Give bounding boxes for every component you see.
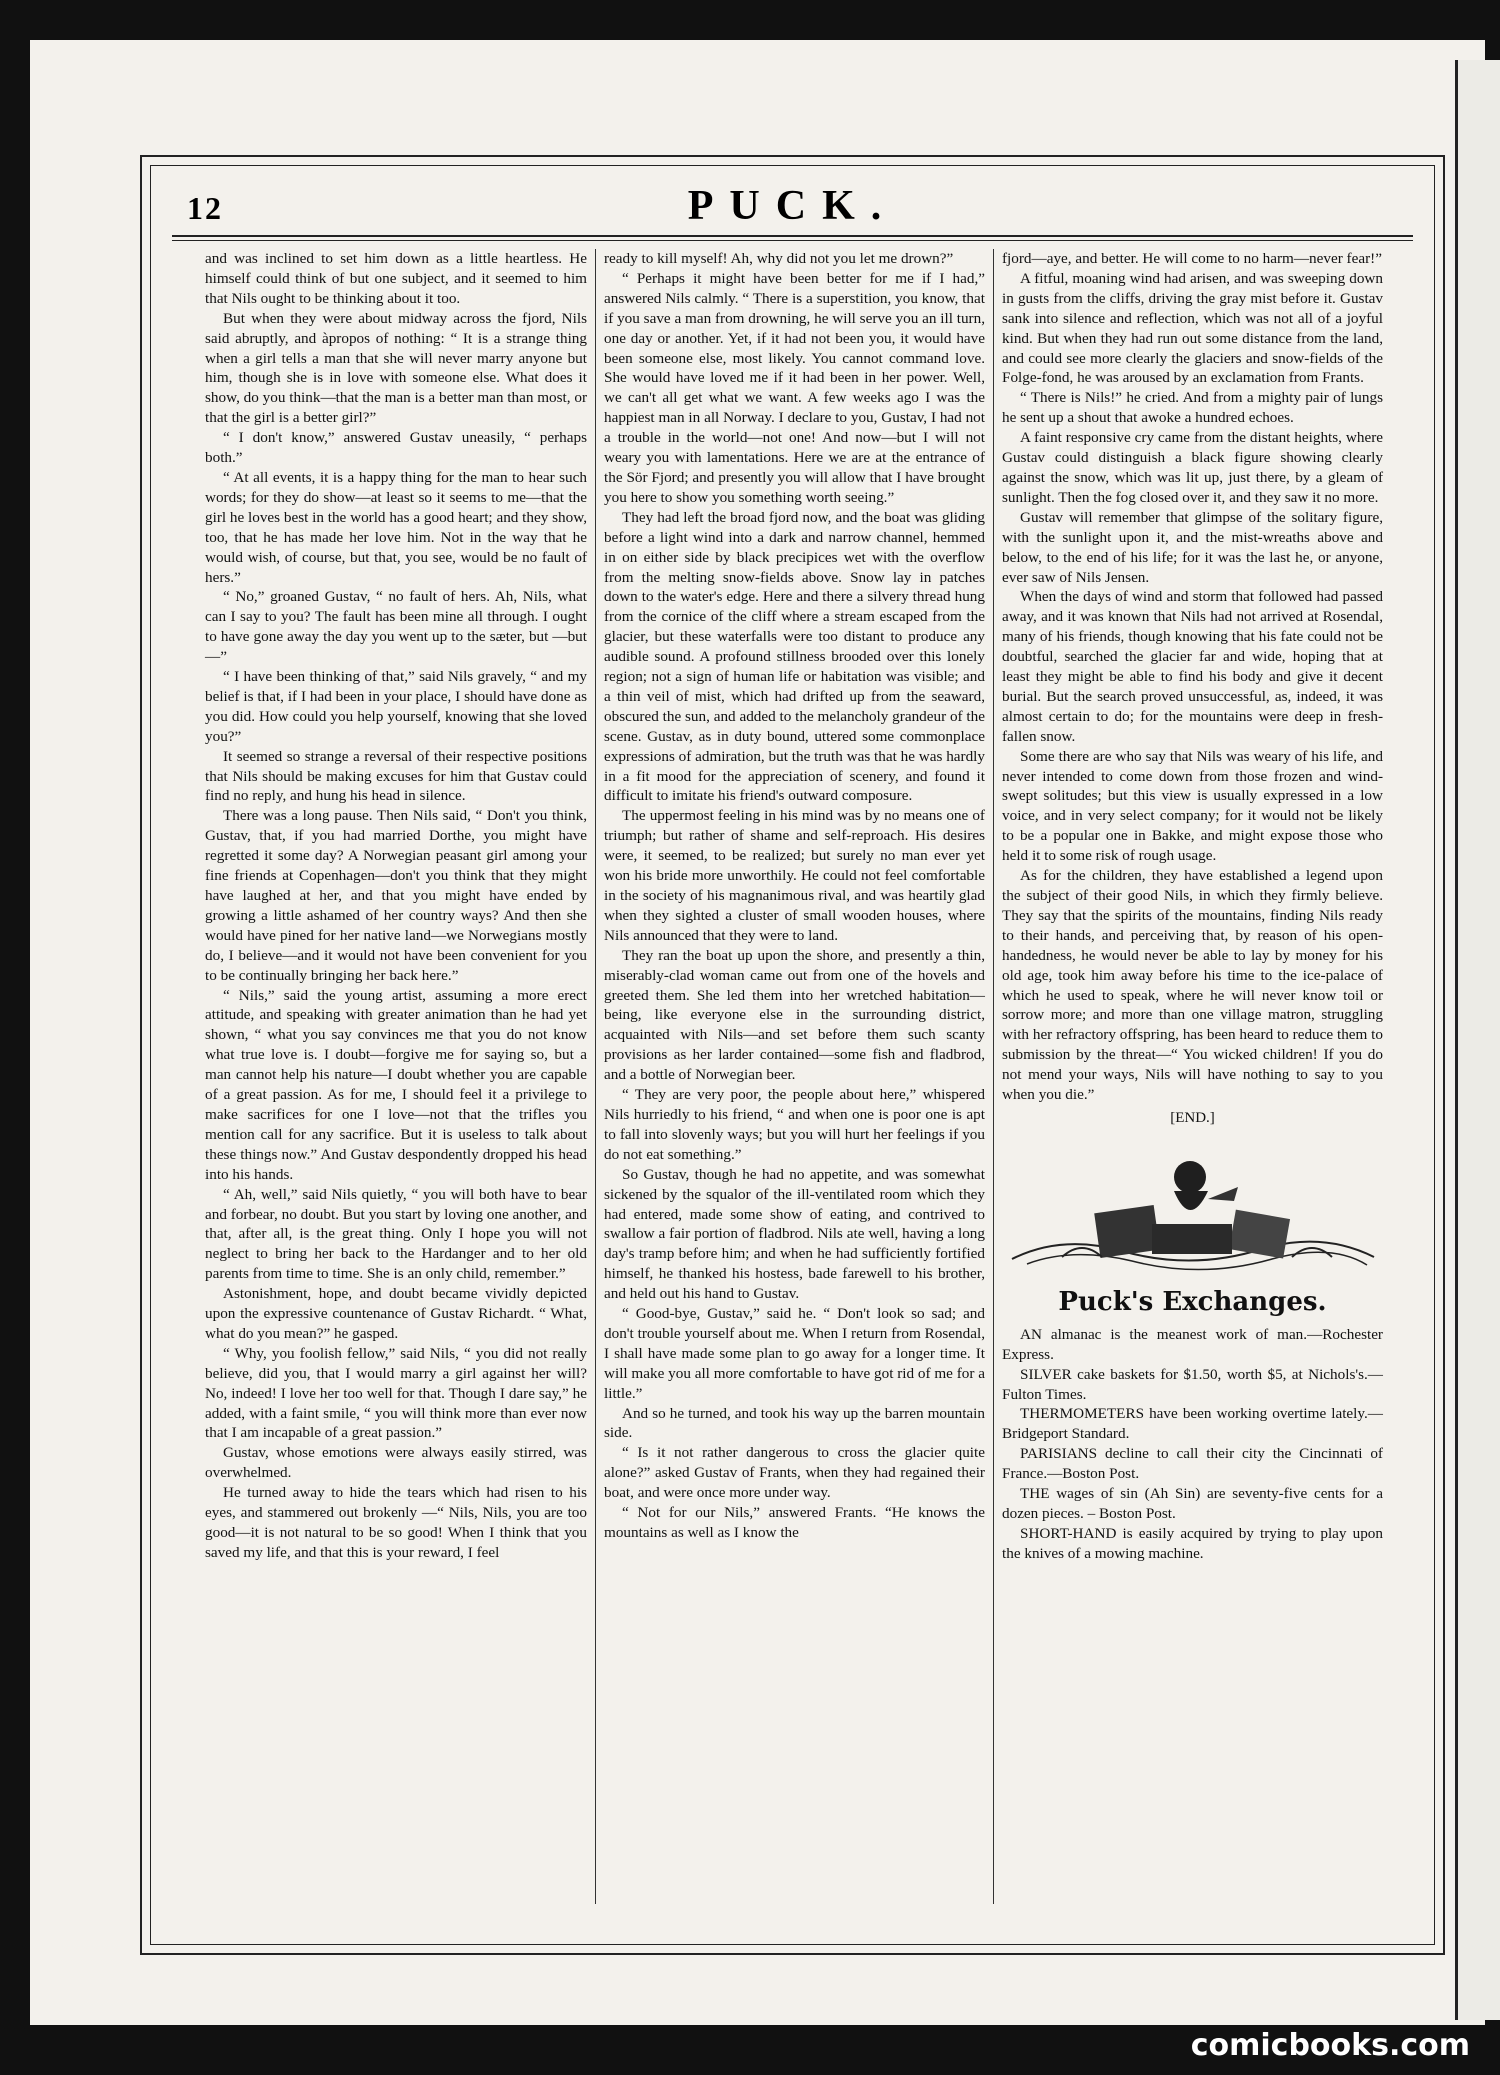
paragraph: “ I have been thinking of that,” said Nils gravely, “ and my belief is that, if I had been in your place, I should have done as you did. How could you help yourself, knowing that she loved you?” bbox=[205, 668, 587, 745]
paragraph: Gustav, whose emotions were always easily stirred, was overwhelmed. bbox=[205, 1444, 587, 1482]
paragraph: ready to kill myself! Ah, why did not you let me drown?” bbox=[604, 250, 954, 267]
paragraph: But when they were about midway across the fjord, Nils said abruptly, and àpropos of nothing: “ It is a strange thing when a girl tells a man that she will never marry anyone but him, though she is in love with someone else. What does it show, do you think—that the man is a better man than most, or that the girl is a better girl?” bbox=[205, 309, 588, 427]
paragraph: “ Nils,” said the young artist, assuming a more erect attitude, and speaking with greater animation than he had yet shown, “ what you say convinces me that you do not know what true love is. I doubt—forgive me for saying so, but a man cannot help his nature—I doubt whether you are capable of a great passion. As for me, I should feel it a privilege to make sacrifices for one I love—not that the trifles you mention call for any sacrifice. But it is useless to talk about these things now.” And Gustav despondently dropped his head into his hands. bbox=[205, 986, 587, 1183]
paragraph: As for the children, they have established a legend upon the subject of their good Nils, in which they firmly believe. They say that the spirits of the mountains, finding Nils ready to their hands, and perceiving that, by reason of his open-handedness, he would never be able to lay by money for his old age, took him away before his time to the ice-palace of which he used to speak, where he will never know toil or sorrow more; and more than one village matron, struggling with her refractory offspring, has been heard to reduce them to submission by the threat—“ You wicked children! If you do not mend your ways, Nils will have nothing to say to you when you die.” bbox=[1002, 867, 1383, 1104]
paragraph: “ I don't know,” answered Gustav uneasily, “ perhaps both.” bbox=[205, 429, 587, 467]
paragraph: fjord—aye, and better. He will come to no harm—never fear!” bbox=[1002, 250, 1382, 267]
paragraph: A faint responsive cry came from the distant heights, where Gustav could distinguish a black figure showing clearly against the snow, which was lit up, just there, by a gleam of sunlight. Then the fog closed over it, and they saw it no more. bbox=[1002, 429, 1383, 506]
header-rule bbox=[172, 235, 1413, 241]
paragraph: There was a long pause. Then Nils said, “ Don't you think, Gustav, that, if you had married Dorthe, you might have regretted it some day? A Norwegian peasant girl among your fine friends at Copenhagen—don't you think that they might have laughed at her, and that you might have ended by growing a little ashamed of her country ways? And then she would have pined for her native land—we Norwegians mostly do, I believe—and it would not have been convenient for you to be continually bringing her back here.” bbox=[205, 807, 587, 984]
paragraph: “ Ah, well,” said Nils quietly, “ you will both have to bear and forbear, no doubt. But you start by loving one another, and that, after all, is the great thing. Only I hope you will not neglect to bring her back to the Hardanger and to her old parents from time to time. She is an only child, remember.” bbox=[205, 1185, 587, 1283]
paragraph: It seemed so strange a reversal of their respective positions that Nils should be making excuses for him that Gustav could find no reply, and hung his head in silence. bbox=[205, 747, 587, 805]
paragraph: They had left the broad fjord now, and the boat was gliding before a light wind into a dark and narrow channel, hemmed in on either side by black precipices wet with the overflow from the melting snow-fields above. Snow lay in patches down to the water's edge. Here and there a silvery thread hung from the cornice of the cliff where a stream escaped from the glacier, but these waterfalls were too distant to produce any audible sound. A profound stillness brooded over this lonely region; not a sign of human life or habitation was visible; and a thin veil of mist, which had drifted up from the seaward, obscured the sun, and added to the melancholy grandeur of the scene. Gustav, as in duty bound, uttered some commonplace expressions of admiration, but the truth was that he was hardly in a fit mood for the appreciation of scenery, and found it difficult to imitate his friend's outward composure. bbox=[604, 508, 985, 805]
paragraph: “ Perhaps it might have been better for me if I had,” answered Nils calmly. “ There is a superstition, you know, that if you save a man from drowning, he will serve you an ill turn, one day or another. Yet, if it had not been you, it would have been someone else, most likely. You cannot command love. She would have loved me if it had been in her power. Well, we can't all get what we want. A few weeks ago I was the happiest man in all Norway. I declare to you, Gustav, I had not a trouble in the world—not one! And now—but I will not weary you with lamentations. Here we are at the entrance of the Sör Fjord; and presently you will allow that I have brought you here to show you something worth seeing.” bbox=[604, 269, 985, 506]
watermark: comicbooks.com bbox=[1190, 2028, 1470, 2063]
paragraph: and was inclined to set him down as a little heartless. He himself could think of but one subject, and it seemed to him that Nils ought to be thinking about it too. bbox=[205, 250, 587, 307]
page-number: 12 bbox=[187, 190, 223, 226]
exchange-item: AN almanac is the meanest work of man.—Rochester Express. bbox=[1002, 1325, 1383, 1363]
exchange-item: SILVER cake baskets for $1.50, worth $5, at Nichols's.—Fulton Times. bbox=[1002, 1365, 1383, 1403]
page-header bbox=[177, 182, 1408, 232]
article-columns bbox=[197, 249, 1392, 1904]
column-2 bbox=[595, 249, 993, 1904]
exchange-item: THERMOMETERS have been working overtime lately.—Bridgeport Standard. bbox=[1002, 1405, 1383, 1443]
paragraph: And so he turned, and took his way up the barren mountain side. bbox=[604, 1404, 985, 1442]
paragraph: Some there are who say that Nils was weary of his life, and never intended to come down from those frozen and wind-swept solitudes; but this view is usually expressed in a low voice, and in very select company; for it would not be likely to be a popular one in Bakke, and might expose those who held it to some risk of rough usage. bbox=[1002, 747, 1383, 865]
exchanges-illustration bbox=[1002, 1139, 1383, 1289]
exchanges-title: Puck's Exchanges. bbox=[1058, 1286, 1327, 1317]
paragraph: “ Good-bye, Gustav,” said he. “ Don't look so sad; and don't trouble yourself about me. When I return from Rosendal, I shall have made some plan to go away for a longer time. It will make you all more comfortable to have got rid of me for a little.” bbox=[604, 1305, 985, 1402]
paragraph: “ No,” groaned Gustav, “ no fault of hers. Ah, Nils, what can I say to you? The fault has been mine all through. I ought to have gone away the day you went up to the sæter, but —but—” bbox=[205, 588, 587, 666]
end-mark: [END.] bbox=[1170, 1109, 1215, 1126]
paragraph: A fitful, moaning wind had arisen, and was sweeping down in gusts from the cliffs, driving the gray mist before it. Gustav sank into silence and reflection, which was not all of a joyful kind. But when they had run out some distance from the land, and could see more clearly the glaciers and snow-fields of the Folge-fond, he was aroused by an exclamation from Frants. bbox=[1002, 269, 1383, 387]
column-3 bbox=[993, 249, 1391, 1904]
masthead-title: PUCK. bbox=[687, 183, 898, 229]
column-3-text bbox=[1002, 249, 1383, 1105]
adjacent-page-edge bbox=[1455, 60, 1500, 2020]
page-frame bbox=[140, 155, 1445, 1955]
paragraph: The uppermost feeling in his mind was by no means one of triumph; but rather of shame and self-reproach. His desires were, it seemed, to be realized; but surely no man ever yet won his bride more unworthily. He could not feel comfortable in the society of his magnanimous rival, and was heartily glad when they sighted a cluster of small wooden houses, where Nils announced that they were to land. bbox=[604, 807, 985, 944]
cherub-reading-illustration bbox=[1002, 1139, 1382, 1289]
exchanges-list bbox=[1002, 1325, 1383, 1564]
paragraph: “ There is Nils!” he cried. And from a mighty pair of lungs he sent up a shout that awoke a hundred echoes. bbox=[1002, 389, 1383, 427]
exchange-item: SHORT-HAND is easily acquired by trying to play upon the knives of a mowing machine. bbox=[1002, 1524, 1383, 1562]
paragraph: So Gustav, though he had no appetite, and was somewhat sickened by the squalor of the ill-ventilated room which they had entered, made some show of eating, and contrived to swallow a fair portion of fladbrod. Nils ate well, having a long day's tramp before him; and when he had sufficiently fortified himself, he thanked his hostess, bade farewell to his brother, and held out his hand to Gustav. bbox=[604, 1165, 985, 1303]
paragraph: Gustav will remember that glimpse of the solitary figure, with the sunlight upon it, and the mist-wreaths above and below, to the end of his life; for it was the last he, or anyone, ever saw of Nils Jensen. bbox=[1002, 508, 1383, 586]
paragraph: “ Is it not rather dangerous to cross the glacier quite alone?” asked Gustav of Frants, when they had regained their boat, and were once more under way. bbox=[604, 1444, 985, 1502]
paragraph: When the days of wind and storm that followed had passed away, and it was known that Nils had not arrived at Rosendal, many of his friends, though knowing that his fate could not be doubtful, searched the glacier far and wide, hoping that at least they might be able to find his body and give it decent burial. But the search proved unsuccessful, as, indeed, it was almost certain to do; for the mountains were deep in fresh-fallen snow. bbox=[1002, 588, 1383, 745]
exchange-item: PARISIANS decline to call their city the Cincinnati of France.—Boston Post. bbox=[1002, 1445, 1383, 1483]
paragraph: “ Why, you foolish fellow,” said Nils, “ you did not really believe, did you, that I would marry a girl against her will? No, indeed! I love her too well for that. Though I dare say,” he added, with a faint smile, “ you will think more than ever now that I am incapable of a great passion.” bbox=[205, 1344, 587, 1442]
paragraph: He turned away to hide the tears which had risen to his eyes, and stammered out brokenly —“ Nils, Nils, you are too good—it is not natural to be so good! When I think that you saved my life, and that this is your reward, I feel bbox=[205, 1484, 587, 1561]
paragraph: “ They are very poor, the people about here,” whispered Nils hurriedly to his friend, “ and when one is poor one is apt to fall into slovenly ways; but you will hurt her feelings if you do not eat something.” bbox=[604, 1086, 985, 1163]
paragraph: Astonishment, hope, and doubt became vividly depicted upon the expressive countenance of Gustav Richardt. “ What, what do you mean?” he gasped. bbox=[205, 1285, 587, 1342]
paragraph: “ At all events, it is a happy thing for the man to hear such words; for they do show—at least so it seems to me—that the girl he loves best in the world has a good heart; and they show, too, that he has made her love him. Not in the way that he would wish, of course, but that, you see, would be no fault of hers.” bbox=[205, 468, 587, 586]
paragraph: “ Not for our Nils,” answered Frants. “He knows the mountains as well as I know the bbox=[604, 1504, 985, 1541]
paragraph: They ran the boat up upon the shore, and presently a thin, miserably-clad woman came out from one of the hovels and greeted them. She led them into her wretched habitation—being, like everyone else in the surrounding district, acquainted with Nils—and set before them such scanty provisions as her larder contained—some fish and fladbrod, and a bottle of Norwegian beer. bbox=[604, 946, 985, 1084]
exchange-item: THE wages of sin (Ah Sin) are seventy-five cents for a dozen pieces. – Boston Post. bbox=[1002, 1485, 1383, 1522]
column-1 bbox=[197, 249, 595, 1904]
